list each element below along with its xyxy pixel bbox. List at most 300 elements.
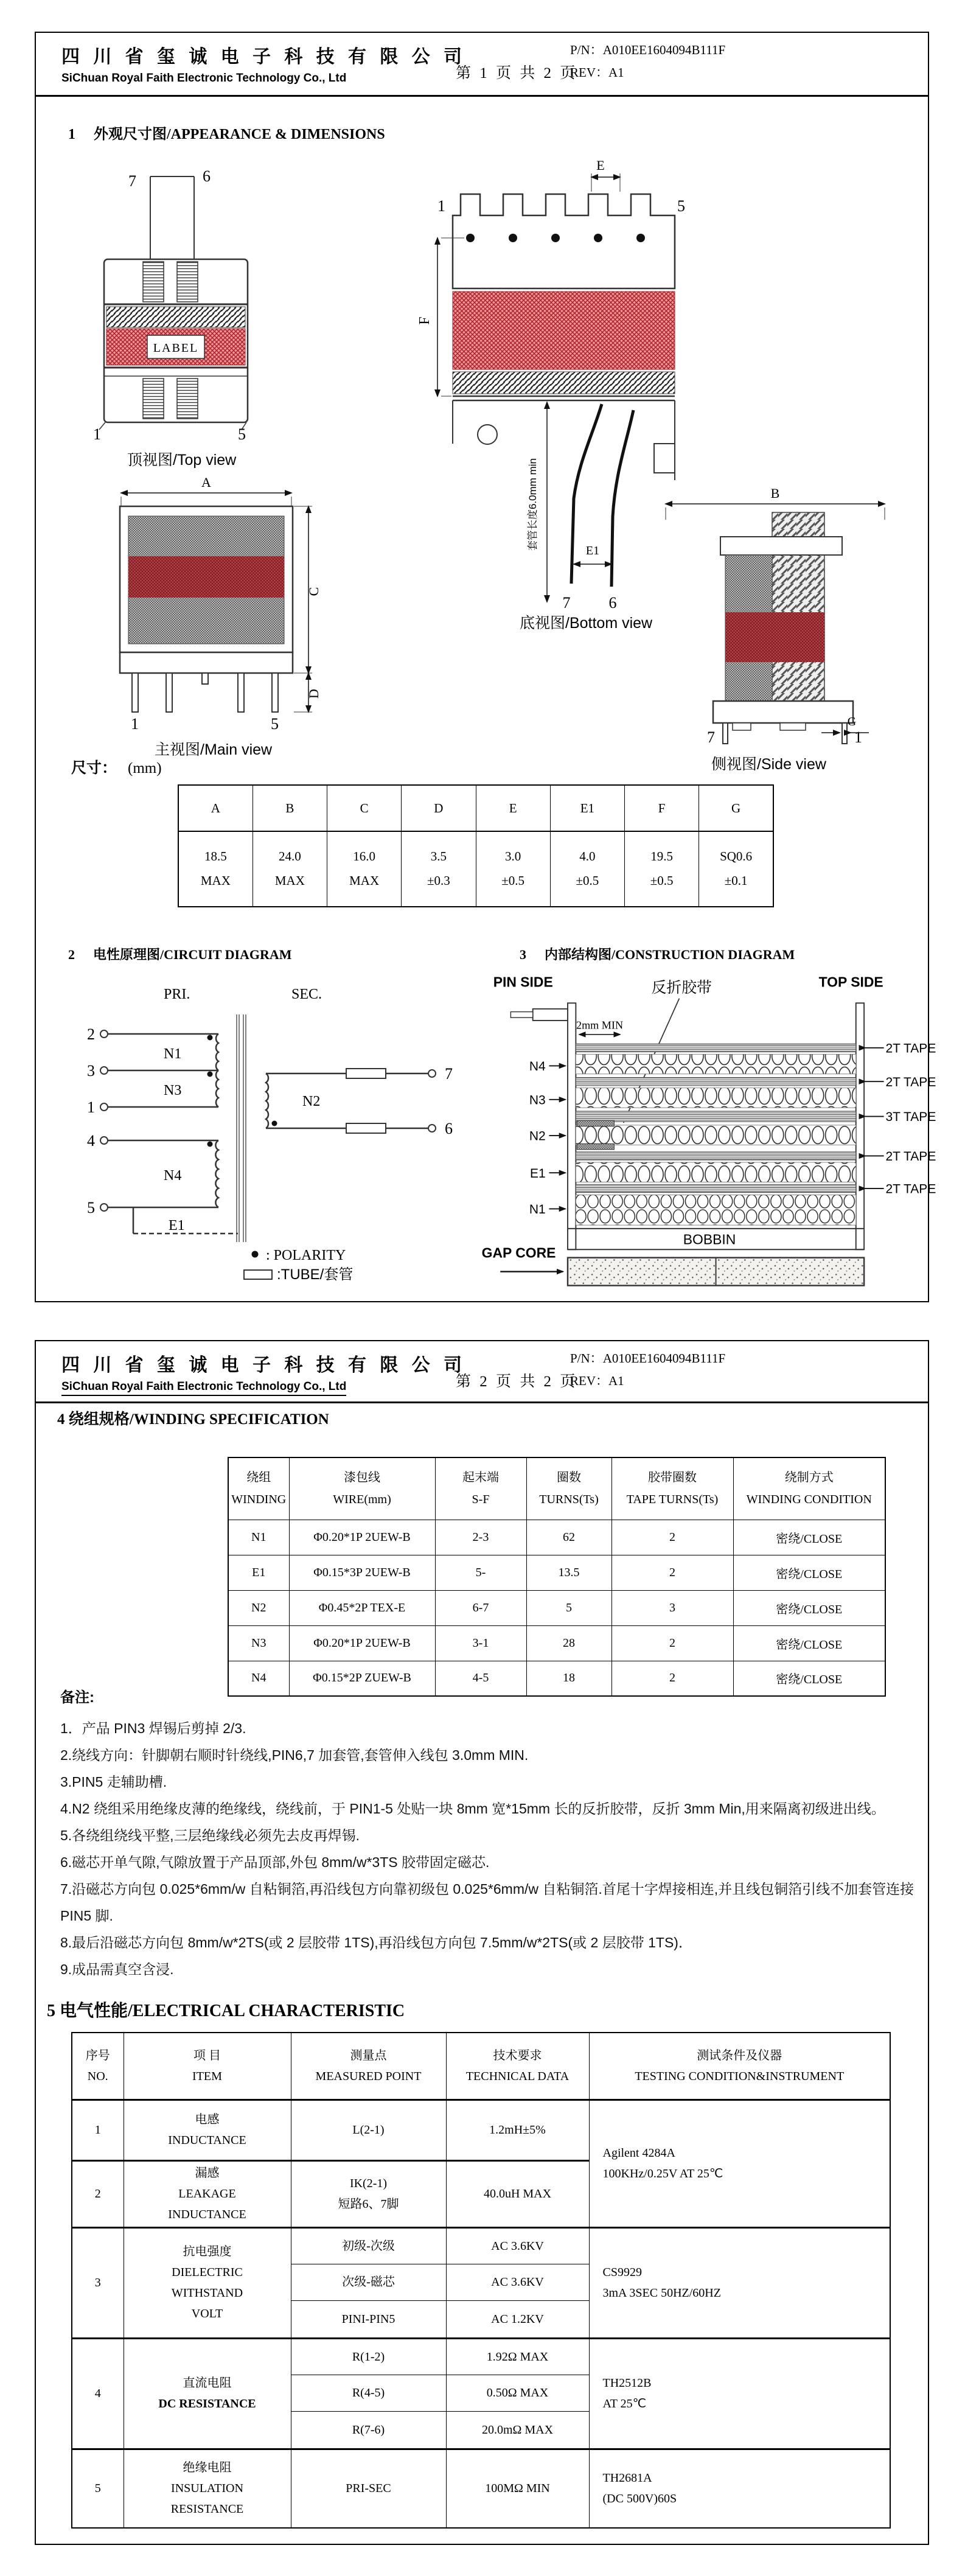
wt-cell: 2-3 — [435, 1520, 526, 1555]
pn-value: A010EE1604094B111F — [602, 43, 726, 57]
wt-cell: 密绕/CLOSE — [733, 1625, 885, 1661]
et-item-en: DIELECTRIC WITHSTAND VOLT — [171, 2266, 243, 2320]
side-view-pin7 — [723, 723, 728, 744]
polarity-dot-N2 — [272, 1121, 277, 1126]
wt-header-en: WIRE(mm) — [333, 1493, 391, 1507]
wt-cell: 3 — [611, 1590, 733, 1625]
top-view-coil-slot — [177, 262, 198, 302]
bottom-view-pin1-label: 1 — [437, 197, 445, 215]
wt-header — [733, 1457, 885, 1520]
et-technical-data: AC 3.6KV — [446, 2264, 589, 2300]
et-mp-line: 短路6、7脚 — [338, 2197, 399, 2211]
dim-2mm-label: 2mm MIN — [576, 1019, 624, 1031]
et-header — [72, 2033, 124, 2100]
coil-row-N3 — [576, 1088, 855, 1108]
et-header — [589, 2033, 890, 2100]
pin-terminal — [100, 1204, 108, 1211]
dimensions-table — [178, 784, 774, 907]
et-item-en: INSULATION RESISTANCE — [170, 2482, 244, 2516]
dim-header: C — [327, 785, 402, 831]
wt-cell: N1 — [228, 1520, 289, 1555]
et-condition-line: (DC 500V)60S — [602, 2492, 677, 2506]
et-header-en: NO. — [87, 2069, 108, 2083]
wt-header — [611, 1457, 733, 1520]
wt-header — [435, 1457, 526, 1520]
et-item — [124, 2338, 291, 2449]
company-name-en: SiChuan Royal Faith Electronic Technology Co., Ltd — [61, 1380, 346, 1396]
note-line: 8.最后沿磁芯方向包 8mm/w*2TS(或 2 层胶带 1TS),再沿线包方向包 7.5mm/w*2TS(或 2 层胶带 1TS)． — [60, 1935, 692, 1950]
tape-band-2 — [576, 1078, 855, 1086]
bottom-view-pin6-label: 6 — [608, 594, 617, 612]
dim-value-number: 19.5 — [650, 849, 673, 864]
et-item — [124, 2160, 291, 2227]
dim-value-tol: ±0.5 — [501, 873, 525, 888]
dim-C-label: C — [306, 587, 321, 596]
et-no: 4 — [72, 2338, 124, 2449]
pin-terminal — [100, 1103, 108, 1111]
section-3-text: 内部结构图/CONSTRUCTION DIAGRAM — [545, 947, 795, 962]
tube-length-note: 套管长度6.0mm min — [527, 458, 538, 551]
dim-header: B — [253, 785, 327, 831]
layer-label-N1: N1 — [529, 1202, 546, 1217]
dims-caption-cn: 尺寸： — [71, 759, 117, 777]
et-technical-data: 1.2mH±5% — [446, 2100, 589, 2160]
winding-N2-label: N2 — [302, 1094, 321, 1109]
wt-header-cn: 起末端 — [462, 1471, 499, 1485]
bottom-view-tab — [654, 444, 675, 473]
et-measured-point — [291, 2160, 446, 2227]
et-technical-data: 100MΩ MIN — [446, 2449, 589, 2528]
pn-line — [570, 1347, 725, 1370]
coil-row-N1 — [576, 1195, 855, 1225]
et-technical-data: 1.92Ω MAX — [446, 2338, 589, 2375]
coil-N3 — [216, 1070, 218, 1107]
table-row — [228, 1520, 885, 1555]
pri-leads — [108, 1034, 218, 1207]
tape-band-1 — [576, 1044, 855, 1052]
wt-cell: 密绕/CLOSE — [733, 1590, 885, 1625]
dim-header: D — [402, 785, 476, 831]
et-no: 3 — [72, 2227, 124, 2338]
coil-N1 — [216, 1034, 218, 1070]
pin-terminal — [100, 1030, 108, 1038]
tape-label-1: 2T TAPE — [885, 1041, 936, 1056]
et-header — [291, 2033, 446, 2100]
tape-band-5 — [576, 1184, 855, 1192]
main-view-pin — [132, 673, 138, 712]
wt-header-cn: 胶带圈数 — [648, 1471, 697, 1485]
dim-value — [476, 831, 550, 907]
dim-B-label: B — [770, 486, 780, 501]
dim-value-tol: ±0.5 — [576, 873, 599, 888]
et-condition-line: Agilent 4284A — [602, 2146, 675, 2160]
header-divider — [36, 1401, 928, 1403]
wt-cell: 62 — [526, 1520, 611, 1555]
dim-value — [402, 831, 476, 907]
wt-cell: 5 — [526, 1590, 611, 1625]
page-2 — [35, 1340, 929, 2545]
dim-header: E1 — [550, 785, 624, 831]
dim-A-ext — [121, 497, 291, 506]
dim-value-number: 16.0 — [353, 849, 375, 864]
pin-2-label: 2 — [87, 1025, 95, 1043]
tape-band-4 — [576, 1152, 855, 1160]
wt-cell: Φ0.45*2P TEX-E — [289, 1590, 435, 1625]
electrical-table — [71, 2032, 891, 2529]
circuit-diagram — [72, 973, 474, 1286]
page-indicator: 第 1 页 共 2 页 — [456, 65, 578, 82]
pn-label: P/N： — [570, 1351, 603, 1366]
table-row — [72, 2227, 890, 2264]
pin-3-label: 3 — [87, 1062, 95, 1080]
dim-A-label: A — [201, 475, 211, 490]
layer-label-E1: E1 — [530, 1166, 546, 1181]
et-item — [124, 2449, 291, 2528]
et-item-cn: 抗电强度 — [183, 2245, 232, 2258]
dim-header: G — [699, 785, 773, 831]
et-header-en: ITEM — [192, 2069, 222, 2083]
section-2-number: 2 — [68, 947, 75, 962]
et-mp-line: IK(2-1) — [349, 2177, 388, 2190]
table-header-row — [228, 1457, 885, 1520]
et-technical-data: 20.0mΩ MAX — [446, 2411, 589, 2449]
tape-label-2: 2T TAPE — [885, 1075, 936, 1089]
top-view-pin5-label: 5 — [238, 425, 246, 443]
et-condition-line: 3mA 3SEC 50HZ/60HZ — [602, 2286, 721, 2300]
et-technical-data: AC 3.6KV — [446, 2227, 589, 2264]
et-technical-data: AC 1.2KV — [446, 2300, 589, 2338]
coil-N2 — [266, 1073, 268, 1128]
wire-pin6 — [611, 410, 633, 587]
tape-label-5: 2T TAPE — [885, 1182, 936, 1196]
dim-value — [178, 831, 253, 907]
et-condition — [589, 2227, 890, 2338]
et-item-cn: 直流电阻 — [183, 2376, 232, 2390]
bottom-view-caption: 底视图/Bottom view — [520, 615, 653, 632]
section-3-number: 3 — [520, 947, 526, 962]
polarity-dot-N4 — [207, 1142, 213, 1147]
pin-stub — [533, 1009, 568, 1021]
table-row — [72, 2100, 890, 2160]
header-divider — [36, 95, 928, 97]
coil-N4 — [215, 1140, 218, 1207]
table-row — [228, 1625, 885, 1661]
side-view-pin7-label: 7 — [707, 728, 715, 746]
core-lines — [237, 1014, 246, 1242]
pin-7-label: 7 — [445, 1065, 453, 1083]
et-item-cn: 绝缘电阻 — [183, 2461, 232, 2475]
top-view-pin1-label: 1 — [93, 425, 101, 443]
dim-value — [253, 831, 327, 907]
wt-cell: 13.5 — [526, 1555, 611, 1590]
rev-value: A1 — [608, 1373, 624, 1388]
pin-terminal — [100, 1067, 108, 1074]
layer-label-N4: N4 — [529, 1059, 546, 1074]
dim-header: E — [476, 785, 550, 831]
dim-value-number: 3.0 — [505, 849, 521, 864]
wt-cell: 2 — [611, 1625, 733, 1661]
et-measured-point: R(7-6) — [291, 2411, 446, 2449]
dim-E1-label: E1 — [585, 544, 600, 557]
wt-cell: 2 — [611, 1555, 733, 1590]
dim-value — [327, 831, 402, 907]
et-item-cn: 漏感 — [195, 2166, 220, 2180]
et-measured-point: 次级-磁芯 — [291, 2264, 446, 2300]
dim-E-ext — [591, 173, 620, 192]
wt-cell: 密绕/CLOSE — [733, 1555, 885, 1590]
et-measured-point: PRI-SEC — [291, 2449, 446, 2528]
winding-E1-label: E1 — [169, 1218, 185, 1234]
wt-cell: N2 — [228, 1590, 289, 1625]
pin-6-label: 6 — [445, 1120, 453, 1137]
wt-cell: Φ0.20*1P 2UEW-B — [289, 1520, 435, 1555]
main-view-base — [120, 652, 293, 673]
fold-tape-block-bottom — [577, 1143, 614, 1150]
dims-caption — [71, 756, 162, 778]
et-item-cn: 电感 — [195, 2113, 220, 2126]
note-line: 1．产品 PIN3 焊锡后剪掉 2/3. — [60, 1720, 246, 1736]
et-measured-point: L(2-1) — [291, 2100, 446, 2160]
et-header-cn: 技术要求 — [493, 2048, 542, 2062]
note-line: 4.N2 绕组采用绝缘皮薄的绝缘线，绕线前，于 PIN1-5 处贴一块 8mm 宽*15mm 长的反折胶带，反折 3mm Min,用来隔离初级进出线。 — [60, 1801, 885, 1817]
layer-label-N2: N2 — [529, 1129, 546, 1143]
table-row — [178, 785, 773, 831]
dim-value — [625, 831, 699, 907]
et-header-cn: 测量点 — [350, 2048, 387, 2062]
wt-cell: E1 — [228, 1555, 289, 1590]
top-view-label-text: LABEL — [153, 341, 199, 355]
et-header-cn: 序号 — [85, 2048, 110, 2062]
company-name-en: SiChuan Royal Faith Electronic Technology Co., Ltd — [61, 72, 347, 85]
et-measured-point: R(1-2) — [291, 2338, 446, 2375]
legend-polarity-dot — [252, 1251, 259, 1258]
top-view-pin7-label: 7 — [128, 172, 136, 190]
dim-value-number: SQ0.6 — [720, 849, 753, 864]
section-1-text: 外观尺寸图/APPEARANCE & DIMENSIONS — [94, 127, 385, 142]
wt-header-en: WINDING CONDITION — [746, 1493, 872, 1507]
rev-label: REV： — [570, 1373, 608, 1388]
wt-cell: N4 — [228, 1661, 289, 1696]
wt-cell: 4-5 — [435, 1661, 526, 1696]
main-view-pin1-label: 1 — [131, 715, 139, 733]
et-technical-data: 40.0uH MAX — [446, 2160, 589, 2227]
top-view-caption: 顶视图/Top view — [127, 452, 237, 469]
tape-label-3: 3T TAPE — [885, 1110, 936, 1125]
rev-line — [570, 1370, 725, 1392]
wt-cell: 6-7 — [435, 1590, 526, 1625]
wt-cell: Φ0.15*2P ZUEW-B — [289, 1661, 435, 1696]
wt-cell: 5- — [435, 1555, 526, 1590]
side-view-base — [713, 701, 853, 723]
et-item-en: INDUCTANCE — [168, 2134, 246, 2147]
et-no: 5 — [72, 2449, 124, 2528]
notes-heading: 备注: — [60, 1689, 94, 1706]
bottom-view-pin7-label: 7 — [562, 594, 571, 612]
wt-header — [526, 1457, 611, 1520]
pn-line — [570, 39, 725, 61]
note-line: 6.磁芯开单气隙,气隙放置于产品顶部,外包 8mm/w*3TS 胶带固定磁芯. — [60, 1854, 490, 1870]
bottom-view-line — [453, 396, 675, 400]
tube-symbol-7 — [346, 1069, 386, 1078]
et-header — [124, 2033, 291, 2100]
et-header-en: MEASURED POINT — [315, 2069, 422, 2083]
et-header-cn: 测试条件及仪器 — [697, 2048, 782, 2062]
top-view-coil-slot — [177, 379, 198, 419]
top-view-coil-slot — [143, 379, 164, 419]
et-header-en: TECHNICAL DATA — [465, 2069, 570, 2083]
pin-dot — [594, 234, 602, 242]
pin-4-label: 4 — [87, 1132, 95, 1150]
table-header-row — [72, 2033, 890, 2100]
dim-value-number: 18.5 — [204, 849, 227, 864]
dim-value — [699, 831, 773, 907]
table-row — [228, 1590, 885, 1625]
wt-header — [228, 1457, 289, 1520]
et-condition — [589, 2338, 890, 2449]
bobbin-label: BOBBIN — [683, 1231, 736, 1248]
bobbin-left-wall — [568, 1003, 576, 1249]
fold-tape-label: 反折胶带 — [651, 980, 712, 997]
dim-D-label: D — [306, 689, 321, 699]
top-view-pin6-label: 6 — [203, 167, 211, 185]
wt-header-en: S-F — [472, 1493, 490, 1507]
dim-G-label: G — [847, 715, 857, 728]
note-line: 7.沿磁芯方向包 0.025*6mm/w 自粘铜箔,再沿线包方向靠初级包 0.025*6mm/w 自粘铜箔.首尾十字焊接相连,并且线包铜箔引线不加套管连接 PIN5 脚. — [60, 1881, 914, 1924]
note-line: 5.各绕组绕线平整,三层绝缘线必须先去皮再焊锡. — [60, 1827, 360, 1843]
side-view-pin1-label: 1 — [854, 728, 862, 746]
table-row — [72, 2449, 890, 2528]
wt-header-cn: 漆包线 — [344, 1471, 380, 1485]
table-row — [228, 1555, 885, 1590]
polarity-dot-N3 — [207, 1072, 213, 1077]
layer-label-N3: N3 — [529, 1093, 546, 1108]
main-view-caption: 主视图/Main view — [155, 741, 273, 758]
et-condition — [589, 2100, 890, 2227]
legend-polarity-text: : POLARITY — [266, 1248, 346, 1263]
main-view-stub — [202, 673, 208, 684]
wt-header — [289, 1457, 435, 1520]
gap-core-label: GAP CORE — [481, 1244, 556, 1261]
polarity-dot-N1 — [207, 1035, 213, 1041]
side-view-top-flange — [720, 537, 842, 555]
note-line: 3.PIN5 走辅助槽. — [60, 1774, 167, 1790]
rev-value: A1 — [608, 65, 624, 80]
dim-value-tol: MAX — [274, 873, 305, 888]
section-1-title — [68, 122, 385, 143]
top-view-leader — [99, 422, 246, 430]
pin-dot — [636, 234, 645, 242]
et-no: 2 — [72, 2160, 124, 2227]
wt-header-cn: 绕制方式 — [784, 1471, 834, 1485]
et-header-en: TESTING CONDITION&INSTRUMENT — [635, 2069, 845, 2083]
section-2-title — [68, 944, 292, 963]
sec-label: SEC. — [291, 986, 322, 1002]
rev-label: REV： — [570, 65, 608, 80]
et-item-en: LEAKAGE INDUCTANCE — [168, 2187, 246, 2221]
main-view-pin — [238, 673, 244, 712]
winding-N1-label: N1 — [164, 1046, 182, 1062]
construction-diagram — [477, 967, 936, 1293]
coil-row-N2 — [576, 1125, 855, 1145]
section-5-title: 5 电气性能/ELECTRICAL CHARACTERISTIC — [47, 2002, 405, 2020]
side-view-caption: 侧视图/Side view — [711, 756, 826, 773]
note-line: 2.绕线方向：针脚朝右顺时针绕线,PIN6,7 加套管,套管伸入线包 3.0mm MIN. — [60, 1747, 529, 1763]
dim-E-label: E — [596, 158, 605, 173]
et-condition — [589, 2449, 890, 2528]
dim-value-number: 4.0 — [579, 849, 596, 864]
side-view-stub — [780, 723, 806, 730]
section-1-number: 1 — [68, 127, 75, 142]
tape-label-4: 2T TAPE — [885, 1150, 936, 1164]
wt-cell: 2 — [611, 1661, 733, 1696]
main-view-pin — [166, 673, 172, 712]
tape-band-3 — [576, 1111, 855, 1122]
coil-row-N4 — [576, 1054, 855, 1073]
wt-header-en: TURNS(Ts) — [539, 1493, 599, 1507]
dim-value-tol: MAX — [200, 873, 231, 888]
wt-cell: 28 — [526, 1625, 611, 1661]
page-indicator: 第 2 页 共 2 页 — [456, 1374, 578, 1390]
pin-dot — [466, 234, 475, 242]
side-view-drawing — [641, 483, 897, 745]
note-line: 9.成品需真空含浸. — [60, 1961, 174, 1977]
coil-row-E1 — [576, 1162, 855, 1182]
bottom-view-pin5-label: 5 — [677, 197, 685, 215]
wt-header-en: TAPE TURNS(Ts) — [626, 1493, 719, 1507]
fold-tape-block-top — [577, 1120, 614, 1126]
dim-F-label: F — [417, 316, 433, 325]
table-row — [72, 2338, 890, 2375]
et-header-cn: 项 目 — [193, 2048, 221, 2062]
pri-label: PRI. — [164, 986, 190, 1002]
et-condition-line: AT 25℃ — [602, 2397, 647, 2410]
et-header — [446, 2033, 589, 2100]
bottom-view-red-tape — [453, 291, 675, 369]
pin-dot — [551, 234, 560, 242]
et-item — [124, 2100, 291, 2160]
main-view-red-band — [128, 556, 284, 598]
company-name-cn: 四 川 省 玺 诚 电 子 科 技 有 限 公 司 — [61, 1355, 467, 1375]
tube-symbol-6 — [346, 1123, 386, 1133]
wt-cell: Φ0.15*3P 2UEW-B — [289, 1555, 435, 1590]
et-condition-line: TH2681A — [602, 2471, 652, 2485]
dim-value-tol: ±0.5 — [650, 873, 674, 888]
pin-terminal — [100, 1137, 108, 1144]
dim-value-number: 3.5 — [430, 849, 447, 864]
section-4-title: 4 绕组规格/WINDING SPECIFICATION — [57, 1411, 329, 1428]
pn-value: A010EE1604094B111F — [602, 1351, 726, 1366]
dims-caption-unit: (mm) — [128, 760, 162, 777]
et-measured-point: PINI-PIN5 — [291, 2300, 446, 2338]
top-view-drawing — [85, 155, 267, 441]
top-view-pin-leads — [150, 176, 194, 259]
company-name-cn: 四 川 省 玺 诚 电 子 科 技 有 限 公 司 — [61, 47, 467, 67]
section-3-title — [520, 944, 795, 963]
dim-header: A — [178, 785, 253, 831]
legend-tube-symbol — [244, 1270, 272, 1279]
wt-cell: 2 — [611, 1520, 733, 1555]
main-view-pin — [272, 673, 278, 712]
et-measured-point: R(4-5) — [291, 2375, 446, 2411]
dim-header: F — [625, 785, 699, 831]
wt-cell: N3 — [228, 1625, 289, 1661]
pin-stub-tip — [510, 1012, 532, 1018]
et-condition-line: TH2512B — [602, 2376, 652, 2390]
pin-side-label: PIN SIDE — [493, 974, 553, 990]
top-view-coil-slot — [143, 262, 164, 302]
winding-N4-label: N4 — [164, 1168, 182, 1184]
pin-5-label: 5 — [87, 1199, 95, 1216]
